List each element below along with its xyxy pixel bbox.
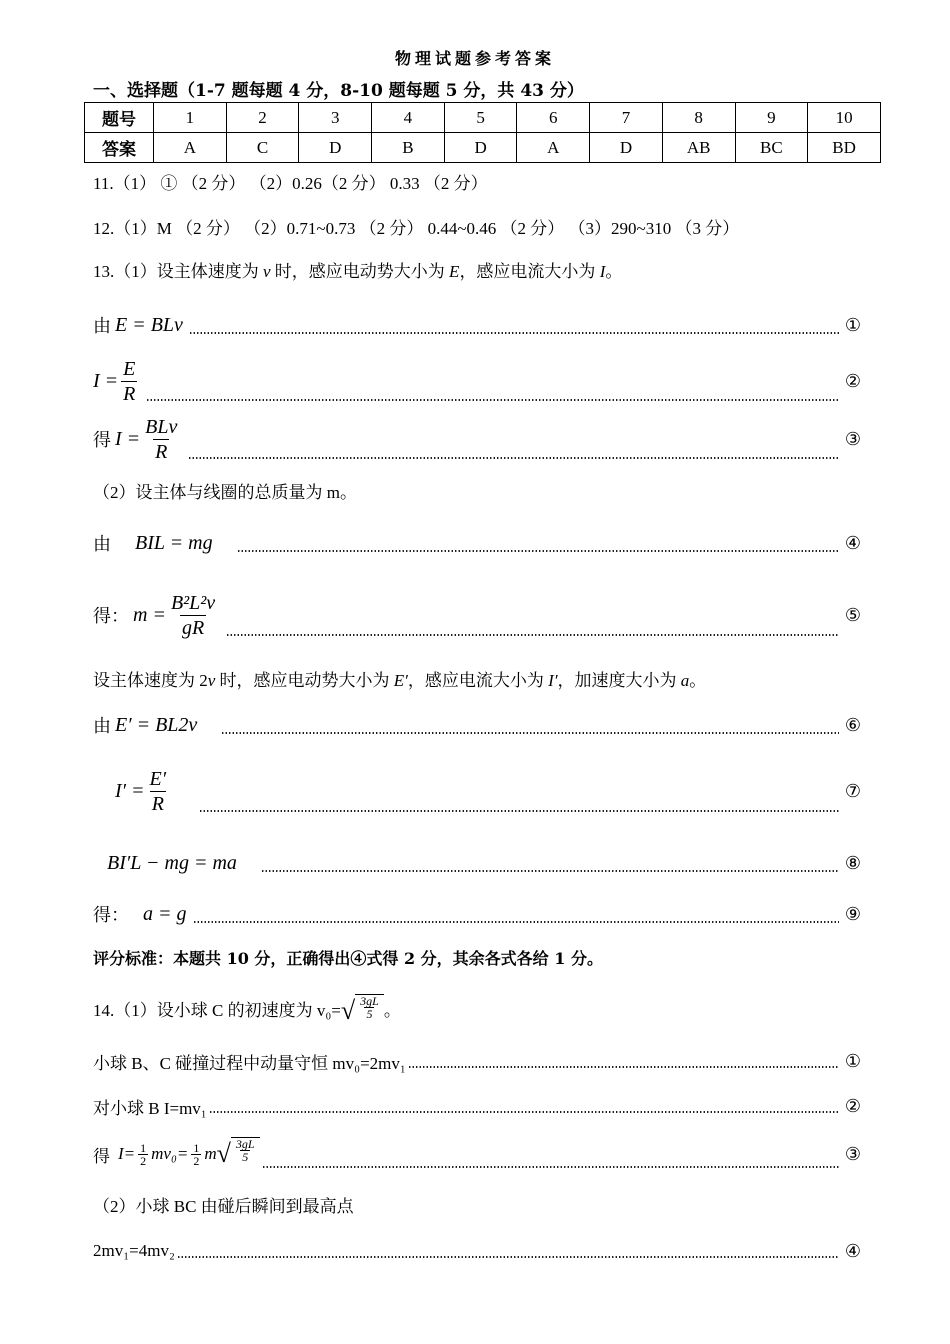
eq-number: ④ — [844, 532, 861, 553]
eq-number: ⑥ — [844, 714, 861, 735]
math: mv₀= — [151, 1144, 189, 1163]
equation: BI′L − mg = ma — [107, 851, 237, 874]
eq-lead: 得 — [93, 430, 111, 450]
q13-eq3 — [93, 413, 861, 465]
text: ，加速度大小为 — [557, 671, 681, 690]
var: v — [263, 262, 271, 281]
answer-cell: BC — [735, 133, 808, 163]
answer-cell: C — [226, 133, 299, 163]
text: 14.（1）设小球 C 的初速度为 v₀= — [93, 1001, 341, 1020]
eq-number: ③ — [844, 1143, 861, 1164]
fraction — [143, 415, 179, 464]
eq-number: ③ — [844, 428, 861, 449]
var: E′ — [393, 671, 408, 690]
eq-number: ④ — [844, 1240, 861, 1261]
leader-dots — [237, 550, 839, 552]
question-number: 2 — [226, 103, 299, 133]
eq-lead: 由 — [93, 316, 111, 336]
fraction — [148, 767, 169, 816]
answer-cell: B — [372, 133, 445, 163]
text: 。 — [689, 671, 707, 690]
var: I — [599, 262, 606, 281]
denominator: 5 — [366, 1007, 373, 1021]
eq-number: ② — [844, 370, 861, 391]
leader-dots — [209, 1111, 839, 1113]
numerator: B²L²v — [170, 591, 216, 614]
leader-dots — [221, 732, 839, 734]
q13-eq8 — [93, 848, 861, 878]
eq-text: 对小球 B I=mv₁ — [93, 1098, 207, 1118]
fraction — [358, 995, 381, 1020]
q14-eq4 — [93, 1238, 861, 1264]
equation: a = g — [143, 902, 187, 925]
q13-scoring-criteria: 评分标准：本题共 10 分，正确得出④式得 2 分，其余各式各给 1 分。 — [93, 949, 603, 968]
eq-lead: 得： — [93, 606, 129, 626]
leader-dots — [177, 1256, 839, 1258]
eq-number: ② — [844, 1095, 861, 1116]
fraction — [121, 357, 137, 406]
fraction — [138, 1142, 148, 1167]
question-number: 10 — [808, 103, 881, 133]
denominator: R — [155, 440, 168, 463]
text: 时，感应电动势大小为 — [215, 671, 394, 690]
fraction — [169, 591, 217, 640]
equation: BIL = mg — [135, 531, 213, 554]
answer-cell: D — [299, 133, 372, 163]
var: I′ — [548, 671, 558, 690]
leader-dots — [199, 810, 839, 812]
eq-number: ⑨ — [844, 903, 861, 924]
eq-text: 小球 B、C 碰撞过程中动量守恒 mv₀=2mv₁ — [93, 1053, 406, 1073]
page-title: 物理试题参考答案 — [394, 49, 555, 68]
numerator: 1 — [140, 1140, 147, 1155]
q13-intro — [93, 262, 622, 282]
var: E — [449, 262, 460, 281]
radical-sign: √ — [340, 996, 356, 1025]
eq-number: ⑤ — [844, 604, 861, 625]
q14-eq3 — [93, 1134, 861, 1174]
fraction — [234, 1138, 257, 1163]
eq-lead: 由 — [93, 534, 111, 554]
denominator: gR — [181, 616, 205, 639]
answer-cell: AB — [662, 133, 735, 163]
q13-eq1 — [93, 310, 861, 340]
section-heading-choice: 一、选择题（1-7 题每题 4 分，8-10 题每题 5 分，共 43 分） — [93, 81, 584, 101]
text: 。 — [605, 262, 623, 281]
text: 13.（1）设主体速度为 — [93, 262, 263, 281]
question-number: 5 — [444, 103, 517, 133]
q13-eq2 — [93, 355, 861, 407]
numerator: E′ — [149, 767, 167, 790]
question-number: 6 — [517, 103, 590, 133]
q13-eq7 — [93, 764, 861, 818]
denominator: R — [123, 382, 136, 405]
text: 设主体速度为 2 — [93, 671, 208, 690]
row-header: 题号 — [85, 103, 154, 133]
q13-2v-intro — [93, 671, 706, 691]
q12-answer: 12.（1）M （2 分） （2）0.71~0.73 （2 分） 0.44~0.46 （2 分） （3）290~310 （3 分） — [93, 219, 740, 238]
fraction — [191, 1142, 201, 1167]
eq-number: ⑦ — [844, 780, 861, 801]
text: ，感应电流大小为 — [407, 671, 549, 690]
question-number-row — [85, 103, 881, 133]
equation-lhs: I′ = — [115, 779, 145, 802]
q14-eq2 — [93, 1093, 861, 1119]
leader-dots — [226, 634, 839, 636]
leader-dots — [262, 1166, 839, 1168]
answer-cell: A — [517, 133, 590, 163]
question-number: 4 — [372, 103, 445, 133]
math: I= — [118, 1144, 136, 1163]
equation: E′ = BL2v — [115, 713, 198, 736]
text: 。 — [383, 1001, 401, 1020]
q13-eq4 — [93, 528, 861, 558]
equation-lhs: I = — [93, 369, 119, 392]
leader-dots — [408, 1066, 839, 1068]
question-number: 8 — [662, 103, 735, 133]
answer-cell: D — [590, 133, 663, 163]
question-number: 1 — [154, 103, 227, 133]
numerator: E — [123, 357, 136, 380]
numerator: 1 — [193, 1140, 200, 1155]
math: m — [204, 1144, 217, 1163]
leader-dots — [189, 332, 839, 334]
text: ，感应电流大小为 — [459, 262, 600, 281]
leader-dots — [188, 457, 839, 459]
sqrt — [217, 1137, 260, 1171]
text: 时，感应电动势大小为 — [270, 262, 450, 281]
leader-dots — [146, 399, 839, 401]
denominator: 2 — [140, 1153, 147, 1168]
q13-part2: （2）设主体与线圈的总质量为 m。 — [93, 483, 357, 502]
q14-eq1 — [93, 1048, 861, 1074]
denominator: 2 — [193, 1153, 200, 1168]
numerator: 3gL — [360, 994, 379, 1008]
q14-part2: （2）小球 BC 由碰后瞬间到最高点 — [93, 1197, 354, 1216]
answer-cell: BD — [808, 133, 881, 163]
sqrt — [341, 994, 384, 1028]
numerator: BLv — [145, 415, 178, 438]
equation: E = BLv — [115, 313, 183, 336]
question-number: 7 — [590, 103, 663, 133]
answer-cell: D — [444, 133, 517, 163]
q13-eq5 — [93, 588, 861, 642]
question-number: 3 — [299, 103, 372, 133]
eq-number: ⑧ — [844, 852, 861, 873]
q14-intro — [93, 994, 401, 1028]
row-header: 答案 — [85, 133, 154, 163]
equation-lhs: m = — [133, 603, 166, 626]
eq-number: ① — [844, 1050, 861, 1071]
var: a — [680, 671, 690, 690]
q13-eq9 — [93, 899, 861, 929]
answer-table — [84, 102, 881, 163]
eq-number: ① — [844, 314, 861, 335]
q13-eq6 — [93, 710, 861, 740]
radical-sign: √ — [216, 1139, 231, 1168]
equation-lhs: I = — [115, 427, 141, 450]
answer-cell: A — [154, 133, 227, 163]
eq-lead: 由 — [93, 716, 111, 736]
numerator: 3gL — [235, 1137, 255, 1151]
leader-dots — [261, 870, 839, 872]
eq-text: 2mv₁=4mv₂ — [93, 1241, 175, 1260]
denominator: 5 — [242, 1150, 249, 1164]
denominator: R — [151, 792, 164, 815]
question-number: 9 — [735, 103, 808, 133]
q11-answer: 11.（1） ① （2 分） （2）0.26（2 分） 0.33 （2 分） — [93, 174, 488, 193]
leader-dots — [193, 921, 840, 923]
eq-lead: 得 — [93, 1146, 110, 1166]
answer-row — [85, 133, 881, 163]
eq-lead: 得： — [93, 905, 129, 925]
var: v — [207, 671, 216, 690]
